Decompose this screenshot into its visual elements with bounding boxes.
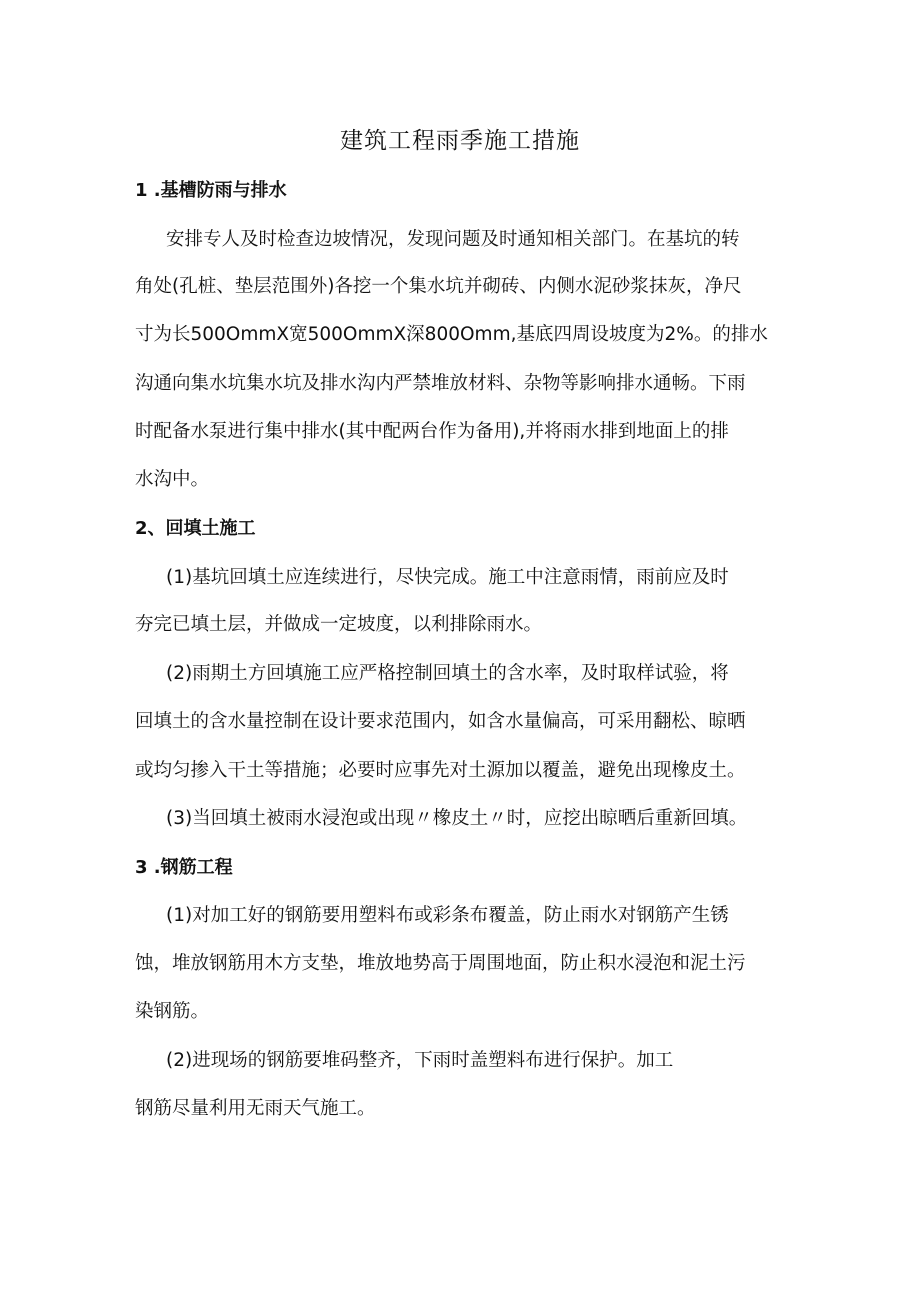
paragraph-line: 寸为长500OmmX宽500OmmX深800Omm,基底四周设坡度为2%。的排水 [135, 324, 768, 345]
paragraph-line: 水沟中。 [135, 469, 210, 490]
page-title: 建筑工程雨季施工措施 [340, 128, 580, 154]
section-heading-3: 3 .钢筋工程 [135, 857, 233, 878]
paragraph-line: 安排专人及时检查边坡情况，发现问题及时通知相关部门。在基坑的转 [166, 229, 740, 250]
paragraph-line: 沟通向集水坑集水坑及排水沟内严禁堆放材料、杂物等影响排水通畅。下雨 [135, 373, 746, 394]
section-heading-2: 2、回填土施工 [135, 518, 256, 539]
paragraph-line: 回填土的含水量控制在设计要求范围内，如含水量偏高，可采用翻松、晾晒 [135, 711, 746, 732]
paragraph-line: 蚀，堆放钢筋用木方支垫，堆放地势高于周围地面，防止积水浸泡和泥土污 [135, 953, 746, 974]
section-heading-1: 1 .基槽防雨与排水 [135, 180, 287, 201]
paragraph-line: 角处(孔桩、垫层范围外)各挖一个集水坑并砌砖、内侧水泥砂浆抹灰，净尺 [135, 276, 742, 297]
paragraph-line: 夯完已填土层，并做成一定坡度，以利排除雨水。 [135, 614, 543, 635]
paragraph-line: (1)基坑回填土应连续进行，尽快完成。施工中注意雨情，雨前应及时 [166, 567, 729, 588]
paragraph-line: (2)进现场的钢筋要堆码整齐，下雨时盖塑料布进行保护。加工 [166, 1050, 674, 1071]
paragraph-line: 或均匀掺入干土等措施；必要时应事先对土源加以覆盖，避免出现橡皮土。 [135, 760, 746, 781]
paragraph-line: (1)对加工好的钢筋要用塑料布或彩条布覆盖，防止雨水对钢筋产生锈 [166, 905, 729, 926]
paragraph-line: 时配备水泵进行集中排水(其中配两台作为备用),并将雨水排到地面上的排 [135, 421, 729, 442]
paragraph-line: (2)雨期土方回填施工应严格控制回填土的含水率，及时取样试验，将 [166, 663, 729, 684]
paragraph-line: 染钢筋。 [135, 1001, 210, 1022]
paragraph-line: (3)当回填土被雨水浸泡或出现〃橡皮土〃时，应挖出晾晒后重新回填。 [166, 808, 748, 829]
paragraph-line: 钢筋尽量利用无雨天气施工。 [135, 1098, 376, 1119]
